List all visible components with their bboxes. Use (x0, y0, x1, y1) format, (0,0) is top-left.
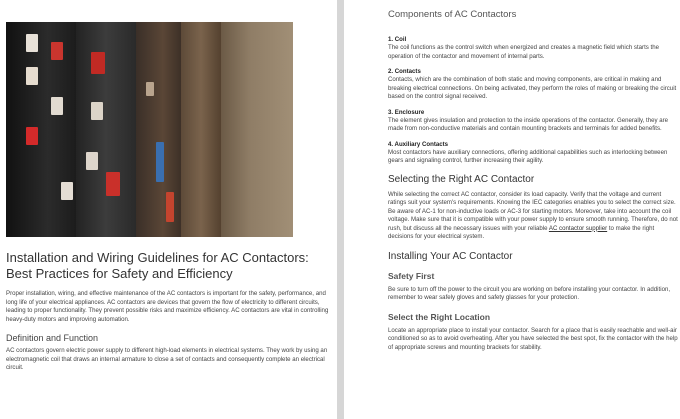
location-heading: Select the Right Location (388, 311, 491, 322)
intro-paragraph: Proper installation, wiring, and effective maintenance of the AC contactors is important for the safety, performance, and long life of your electrical appliances. AC contactors are devices that govern the flow of electricity to different circuits, leading to proper functionality. They prevent possible risks and maximize efficiency. AC contactors are vital in controlling heavy-duty motors and improving automation. (6, 290, 329, 323)
contactor-panel-photo (6, 22, 293, 237)
component-description: The element gives insulation and protection to the inside operations of the contactor. Generally, they are made from non-conductive materials and contain mounting brackets and terminals for added benefits. (388, 116, 669, 132)
component-description: Most contactors have auxiliary connections, offering additional capabilities such as interlocking between gears and signaling control, further increasing their agility. (388, 148, 668, 164)
ac-contactor-supplier-link[interactable]: AC contactor supplier (548, 224, 608, 232)
location-paragraph: Locate an appropriate place to install your contactor. Search for a place that is easily reachable and well-air conditioned so as to avoid overheating. After you have selected the best spot, fix the contactor with the help of appropriate screws and mounting brackets for stability. (388, 326, 678, 351)
component-title: 4. Auxiliary Contacts (388, 140, 449, 148)
selecting-heading: Selecting the Right AC Contactor (388, 173, 535, 185)
document-title: Installation and Wiring Guidelines for AC Contactors: Best Practices for Safety and Efficiency (6, 250, 309, 281)
safety-paragraph: Be sure to turn off the power to the circuit you are working on before installing your contactor. In addition, remember to wear safely gloves and safety glasses for your protection. (388, 285, 671, 301)
definition-paragraph: AC contactors govern electric power supply to different high-load elements in electrical systems. They work by using an electromagnetic coil that draws an internal armature to close a set of contacts and consequently complete an electrical circuit. (6, 347, 328, 371)
safety-heading: Safety First (388, 270, 435, 281)
document-page-right (344, 0, 680, 419)
component-title: 3. Enclosure (388, 108, 425, 116)
selecting-text: While selecting the correct AC contactor, consider its load capacity. Verify that the voltage and current ratings suit your system's requirements. Knowing the IEC categories enables you to select the correct size. Be aware of AC-1 for non-inductive loads or AC-3 for starting motors. Moreover, take into account the coil voltage. Make sure that it is compatible with your power supply to ensure smooth running. Therefore, do not rush, but discuss all the necessary issues with your reliable (388, 190, 678, 232)
definition-heading: Definition and Function (6, 333, 99, 343)
component-title: 2. Contacts (388, 68, 421, 75)
component-description: The coil functions as the control switch when energized and creates a magnetic field which starts the operation of the contactor and movement of internal parts. (388, 44, 659, 60)
document-page-left (0, 0, 337, 419)
installing-heading: Installing Your AC Contactor (388, 250, 513, 262)
components-heading: Components of AC Contactors (388, 9, 517, 20)
selecting-paragraph (388, 191, 680, 242)
component-title: 1. Coil (388, 36, 407, 43)
component-description: Contacts, which are the combination of both static and moving components, are critical in making and breaking electrical connections. On being activated, they perform the roles of making or breaking the circuit based on the control signal received. (388, 76, 677, 100)
selecting-text-end: to make the right decisions for your electrical system. (388, 224, 655, 240)
